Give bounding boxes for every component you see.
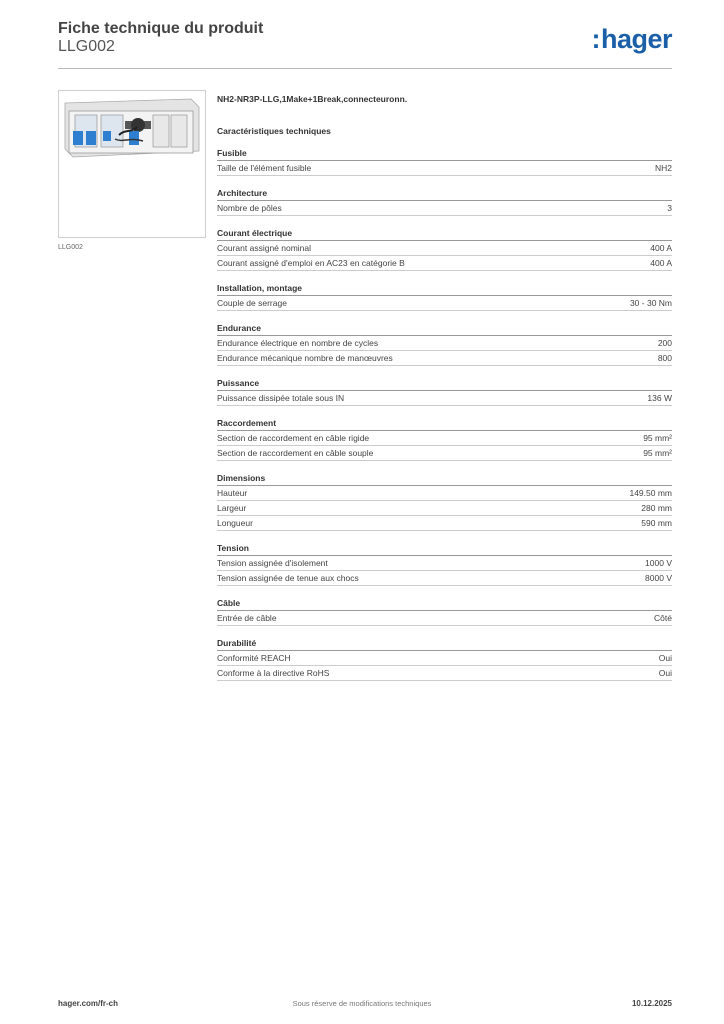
spec-row — [217, 391, 672, 406]
spec-value: NH2 — [654, 163, 672, 173]
spec-label: Section de raccordement en câble rigide — [217, 433, 370, 443]
spec-value: Côté — [654, 613, 672, 623]
spec-row — [217, 556, 672, 571]
photo-caption: LLG002 — [58, 244, 83, 251]
spec-value: 95 mm² — [643, 433, 672, 443]
spec-value: 30 - 30 Nm — [629, 298, 672, 308]
spec-row — [217, 516, 672, 531]
spec-group-title: Puissance — [217, 378, 672, 391]
spec-group-title: Courant électrique — [217, 228, 672, 241]
spec-value: 136 W — [647, 393, 672, 403]
spec-row — [217, 446, 672, 461]
spec-row — [217, 486, 672, 501]
spec-label: Courant assigné nominal — [217, 243, 312, 253]
spec-value: 200 — [657, 338, 672, 348]
spec-label: Longueur — [217, 518, 253, 528]
spec-label: Entrée de câble — [217, 613, 277, 623]
spec-label: Hauteur — [217, 488, 248, 498]
spec-groups — [217, 148, 672, 681]
product-name: NH2-NR3P-LLG,1Make+1Break,connecteuronn. — [217, 94, 408, 104]
spec-row — [217, 501, 672, 516]
spec-value: Oui — [658, 668, 672, 678]
specs-title: Caractéristiques techniques — [217, 126, 331, 136]
product-photo — [58, 90, 206, 238]
spec-label: Courant assigné d'emploi en AC23 en catégorie B — [217, 258, 405, 268]
spec-label: Tension assignée d'isolement — [217, 558, 328, 568]
spec-group-title: Endurance — [217, 323, 672, 336]
spec-value: 95 mm² — [643, 448, 672, 458]
spec-group-title: Tension — [217, 543, 672, 556]
spec-row — [217, 296, 672, 311]
switch-disconnector-product-photo-icon — [59, 91, 205, 237]
spec-label: Conformité REACH — [217, 653, 291, 663]
spec-label: Puissance dissipée totale sous IN — [217, 393, 345, 403]
product-code: LLG002 — [58, 38, 115, 55]
spec-value: 400 A — [650, 258, 672, 268]
spec-value: 280 mm — [641, 503, 672, 513]
spec-value: Oui — [658, 653, 672, 663]
page-title: Fiche technique du produit — [58, 20, 264, 37]
spec-row — [217, 611, 672, 626]
spec-row — [217, 666, 672, 681]
spec-row — [217, 651, 672, 666]
spec-row — [217, 241, 672, 256]
spec-group-title: Installation, montage — [217, 283, 672, 296]
spec-row — [217, 201, 672, 216]
footer-disclaimer: Sous réserve de modifications techniques — [292, 999, 432, 1008]
spec-label: Section de raccordement en câble souple — [217, 448, 374, 458]
footer-website: hager.com/fr-ch — [58, 999, 119, 1008]
spec-row — [217, 161, 672, 176]
spec-row — [217, 351, 672, 366]
spec-label: Largeur — [217, 503, 247, 513]
footer-date: 10.12.2025 — [631, 999, 672, 1008]
spec-value: 590 mm — [641, 518, 672, 528]
spec-row — [217, 256, 672, 271]
spec-value: 1000 V — [645, 558, 672, 568]
spec-row — [217, 336, 672, 351]
spec-group-title: Câble — [217, 598, 672, 611]
header-divider — [58, 68, 672, 69]
spec-row — [217, 431, 672, 446]
spec-label: Conforme à la directive RoHS — [217, 668, 330, 678]
spec-group-title: Architecture — [217, 188, 672, 201]
spec-value: 400 A — [650, 243, 672, 253]
spec-label: Couple de serrage — [217, 298, 287, 308]
spec-label: Nombre de pôles — [217, 203, 282, 213]
spec-group-title: Dimensions — [217, 473, 672, 486]
hager-logo: :hager — [591, 24, 672, 54]
spec-group-title: Fusible — [217, 148, 672, 161]
spec-content — [217, 94, 672, 681]
spec-label: Taille de l'élément fusible — [217, 163, 312, 173]
spec-label: Endurance électrique en nombre de cycles — [217, 338, 379, 348]
spec-label: Endurance mécanique nombre de manœuvres — [217, 353, 393, 363]
spec-value: 3 — [667, 203, 672, 213]
spec-value: 8000 V — [645, 573, 672, 583]
spec-label: Tension assignée de tenue aux chocs — [217, 573, 359, 583]
spec-value: 800 — [657, 353, 672, 363]
spec-row — [217, 571, 672, 586]
spec-group-title: Durabilité — [217, 638, 672, 651]
spec-group-title: Raccordement — [217, 418, 672, 431]
spec-value: 149.50 mm — [629, 488, 672, 498]
